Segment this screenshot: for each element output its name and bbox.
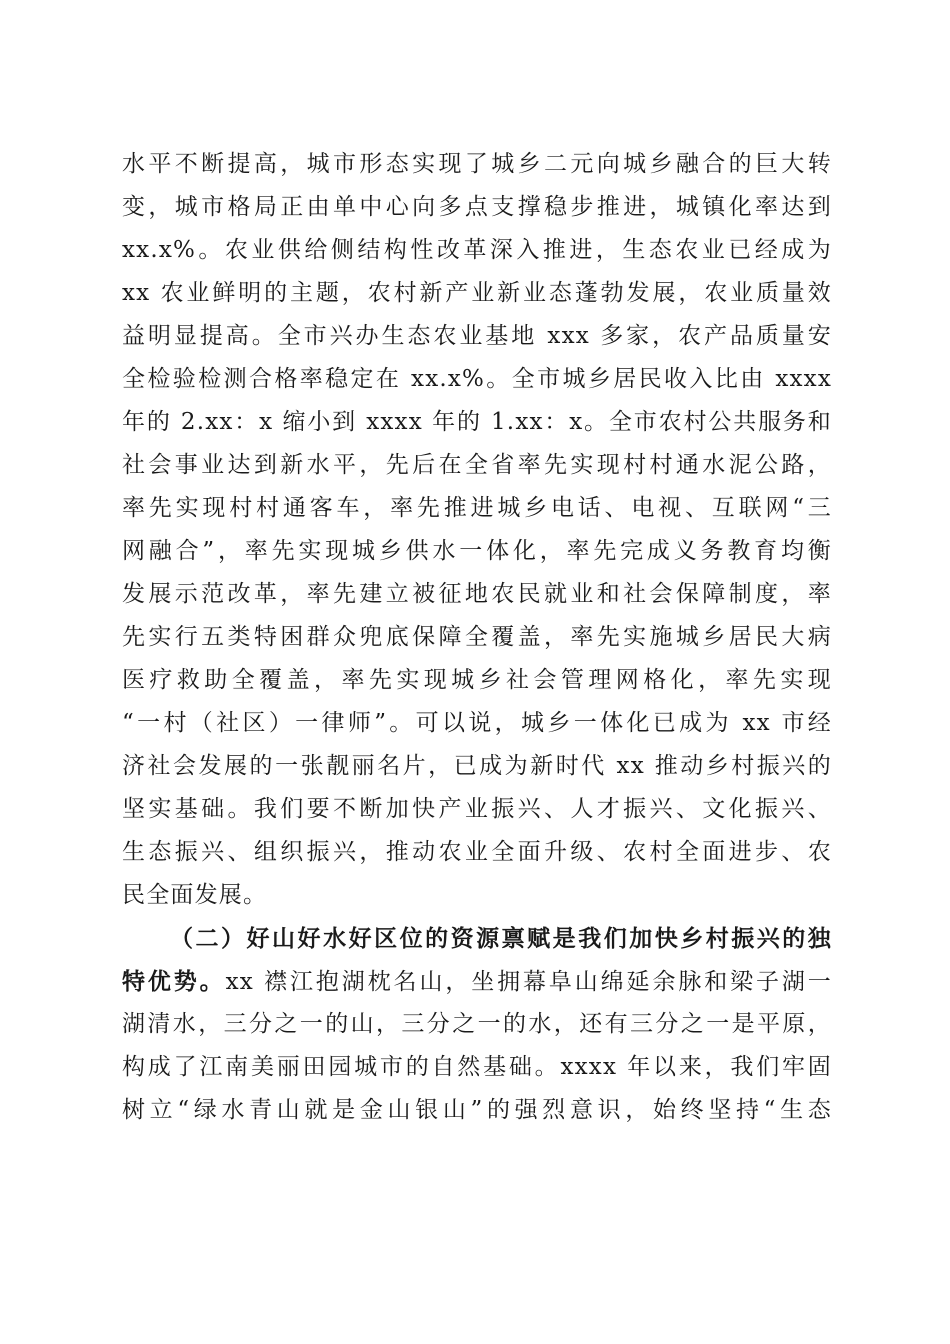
text-line: 网融合”，率先实现城乡供水一体化，率先完成义务教育均衡: [122, 538, 832, 564]
paragraph-1: [122, 143, 832, 917]
body-text: [122, 143, 832, 1132]
text-line: 益明显提高。全市兴办生态农业基地 xxx 多家，农产品质量安: [122, 323, 832, 349]
text-line: 水平不断提高，城市形态实现了城乡二元向城乡融合的巨大转: [122, 151, 832, 177]
text-run: xx 襟江抱湖枕名山，坐拥幕阜山绵延余脉和梁子湖一: [225, 969, 832, 995]
text-line: 先实行五类特困群众兜底保障全覆盖，率先实施城乡居民大病: [122, 624, 832, 650]
text-line: 民全面发展。: [122, 882, 268, 908]
text-line: 全检验检测合格率稳定在 xx.x%。全市城乡居民收入比由 xxxx: [122, 366, 832, 392]
section-heading-continued: 特优势。: [122, 968, 226, 995]
text-line: xx.x%。农业供给侧结构性改革深入推进，生态农业已经成为: [122, 237, 832, 263]
text-line: 社会事业达到新水平，先后在全省率先实现村村通水泥公路，: [122, 452, 832, 478]
text-line: 率先实现村村通客车，率先推进城乡电话、电视、互联网“三: [122, 495, 832, 521]
text-line: 树立“绿水青山就是金山银山”的强烈意识，始终坚持“生态: [122, 1097, 832, 1123]
text-line: 变，城市格局正由单中心向多点支撑稳步推进，城镇化率达到: [122, 194, 832, 220]
text-line: “一村（社区）一律师”。可以说，城乡一体化已成为 xx 市经: [122, 710, 832, 736]
section-heading: （二）好山好水好区位的资源禀赋是我们加快乡村振兴的独: [170, 925, 832, 952]
text-line: 年的 2.xx：x 缩小到 xxxx 年的 1.xx：x。全市农村公共服务和: [122, 409, 832, 435]
text-line: 构成了江南美丽田园城市的自然基础。xxxx 年以来，我们牢固: [122, 1054, 832, 1080]
paragraph-2: [122, 917, 832, 1132]
text-line: 生态振兴、组织振兴，推动农业全面升级、农村全面进步、农: [122, 839, 832, 865]
text-line: 济社会发展的一张靓丽名片，已成为新时代 xx 推动乡村振兴的: [122, 753, 832, 779]
text-line: [122, 960, 832, 1003]
text-line: 医疗救助全覆盖，率先实现城乡社会管理网格化，率先实现: [122, 667, 832, 693]
text-line: xx 农业鲜明的主题，农村新产业新业态蓬勃发展，农业质量效: [122, 280, 832, 306]
text-line: 坚实基础。我们要不断加快产业振兴、人才振兴、文化振兴、: [122, 796, 832, 822]
text-line: 湖清水，三分之一的山，三分之一的水，还有三分之一是平原，: [122, 1011, 832, 1037]
text-line: 发展示范改革，率先建立被征地农民就业和社会保障制度，率: [122, 581, 832, 607]
